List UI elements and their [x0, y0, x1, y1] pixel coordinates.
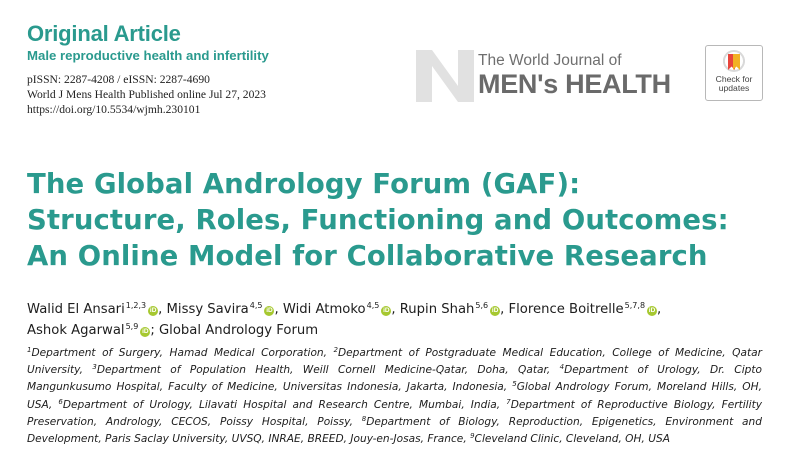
author[interactable]: Rupin Shah$^{5,6}$iD — [399, 301, 499, 317]
orcid-icon[interactable]: iD — [142, 328, 149, 335]
author-group: Global Andrology Forum — [158, 323, 319, 338]
author[interactable]: Widi Atmoko$^{4,5}$iD — [282, 301, 390, 317]
affiliations: $^1$Department of Surgery, Hamad Medical Corporation, $^2$Department of Postgraduate Medical Education, College of Medicine, Qatar University, $^3$Department of Population Health, Weill Cornell Medicine-Qatar, Doha, Qatar, $^4$Department of Urology, Dr. Cipto Mangunkusumo Hospital, Faculty of Medicine, Universitas Indonesia, Jakarta, Indonesia, $^5$Global Andrology Forum, Moreland Hills, OH, USA, $^6$Department of Urology, Lilavati Hospital and Research Centre, Mumbai, India, $^7$Department of Reproductive Biology, Fertility Preservation, Andrology, CECOS, Poissy Hospital, Poissy, $^8$Department of Biology, Reproduction, Epigenetics, Environment and Development, Paris Saclay University, UVSQ, INRAE, BREED, Jouy-en-Josas, France, $^9$Cleveland Clinic, Cleveland, OH, USA — [27, 346, 762, 446]
journal-logo-mark-icon — [416, 50, 478, 102]
author-list: Walid El Ansari$^{1,2,3}$iD , Missy Savira$^{4,5}$iD , Widi Atmoko$^{4,5}$iD , Rupin Shah$^{5,6}$iD , Florence Boitrelle$^{5,7,8}$iD , Ashok Agarwal$^{5,9}$iD ; Global Andrology Forum — [27, 301, 662, 338]
author[interactable]: Ashok Agarwal$^{5,9}$iD — [27, 322, 149, 338]
author[interactable]: Missy Savira$^{4,5}$iD — [166, 301, 273, 317]
article-type: Original Article — [27, 21, 181, 46]
journal-logo-pre: The World Journal of — [478, 52, 622, 69]
journal-logo-main: MEN's HEALTH — [478, 69, 671, 99]
author[interactable]: Florence Boitrelle$^{5,7,8}$iD — [508, 301, 656, 317]
orcid-icon[interactable]: iD — [491, 307, 499, 314]
author[interactable]: Walid El Ansari$^{1,2,3}$iD — [27, 301, 157, 317]
orcid-icon[interactable]: iD — [149, 307, 157, 314]
orcid-icon[interactable]: iD — [383, 307, 390, 314]
orcid-icon[interactable]: iD — [648, 307, 656, 314]
issn-line: pISSN: 2287-4208 / eISSN: 2287-4690 — [27, 73, 210, 86]
check-for-updates-label: Check for updates — [715, 74, 753, 93]
article-title: The Global Andrology Forum (GAF): Structure, Roles, Functioning and Outcomes: An Online Model for Collaborative Research — [27, 168, 729, 272]
published-line: World J Mens Health Published online Jul 27, 2023 — [27, 88, 266, 101]
journal-logo — [416, 50, 694, 102]
check-for-updates-badge[interactable] — [705, 45, 763, 101]
bookmark-icon — [723, 50, 745, 74]
doi-link[interactable]: https://doi.org/10.5534/wjmh.230101 — [27, 103, 201, 116]
article-section: Male reproductive health and infertility — [27, 48, 269, 63]
orcid-icon[interactable]: iD — [266, 307, 273, 314]
